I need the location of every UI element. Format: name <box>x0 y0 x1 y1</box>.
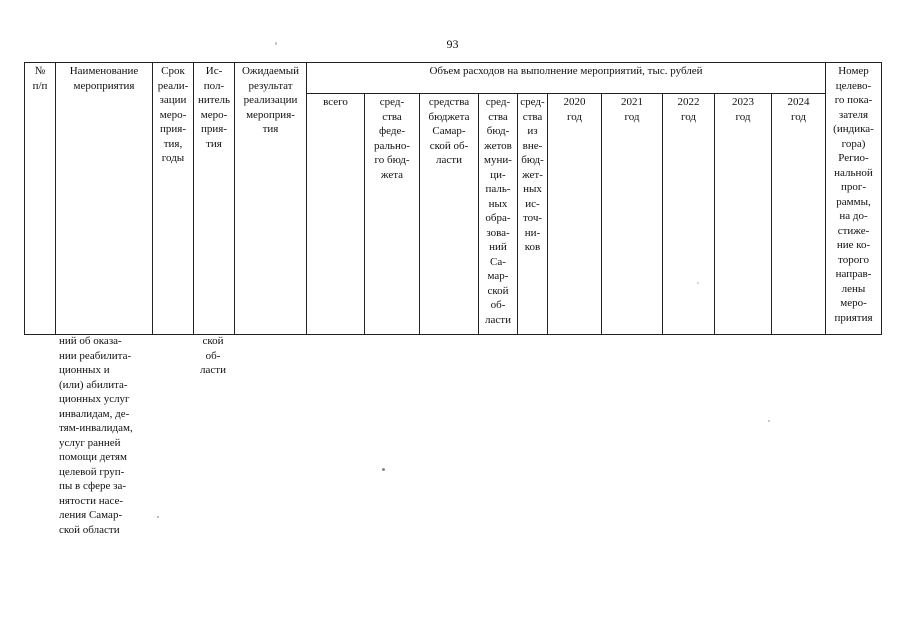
event-name-continuation: ний об оказа- нии реабилита- ционных и (или) абилита- ционных услуг инвалидам, де- тям-инвалидам, услуг ранней помощи детям целевой груп- пы в сфере за- нятости насе- ления Самар- ской области <box>59 335 133 536</box>
header-event-name: Наименование мероприятия <box>56 63 153 335</box>
header-year-2020: 2020 год <box>548 94 602 335</box>
header-expected-result: Ожидаемый результат реализации мероприя- тия <box>235 63 307 335</box>
page-number: 93 <box>446 37 459 51</box>
header-term: Срок реали- зации меро- прия- тия, годы <box>153 63 194 335</box>
header-year-2023: 2023 год <box>715 94 772 335</box>
scan-speck <box>275 42 277 45</box>
header-total: всего <box>307 94 365 335</box>
header-year-2022: 2022 год <box>663 94 715 335</box>
scan-speck <box>697 282 699 284</box>
header-expenses-group: Объем расходов на выполнение мероприятий, тыс. рублей <box>307 63 826 94</box>
header-executor: Ис- пол- нитель меро- прия- тия <box>194 63 235 335</box>
header-extrabudgetary-funds: сред- ства из вне- бюд- жет- ных ис- точ- ни- ков <box>518 94 548 335</box>
executor-continuation: ской об- ласти <box>200 335 226 377</box>
header-year-2024: 2024 год <box>772 94 826 335</box>
scan-speck <box>157 516 159 518</box>
header-number: № п/п <box>25 63 56 335</box>
expenses-table <box>24 62 882 335</box>
header-indicator-number: Номер целево- го пока- зателя (индика- гора) Регио- нальной прог- раммы, на до- стиже- ние ко- торого направ- лены меро- приятия <box>826 63 882 335</box>
header-federal-funds: сред- ства феде- рально- го бюд- жета <box>365 94 420 335</box>
scan-speck <box>768 420 770 422</box>
header-municipal-funds: сред- ства бюд- жетов муни- ци- паль- ных обра- зова- ний Са- мар- ской об- ласти <box>479 94 518 335</box>
scan-speck <box>382 468 385 471</box>
header-year-2021: 2021 год <box>602 94 663 335</box>
header-regional-funds: средства бюджета Самар- ской об- ласти <box>420 94 479 335</box>
